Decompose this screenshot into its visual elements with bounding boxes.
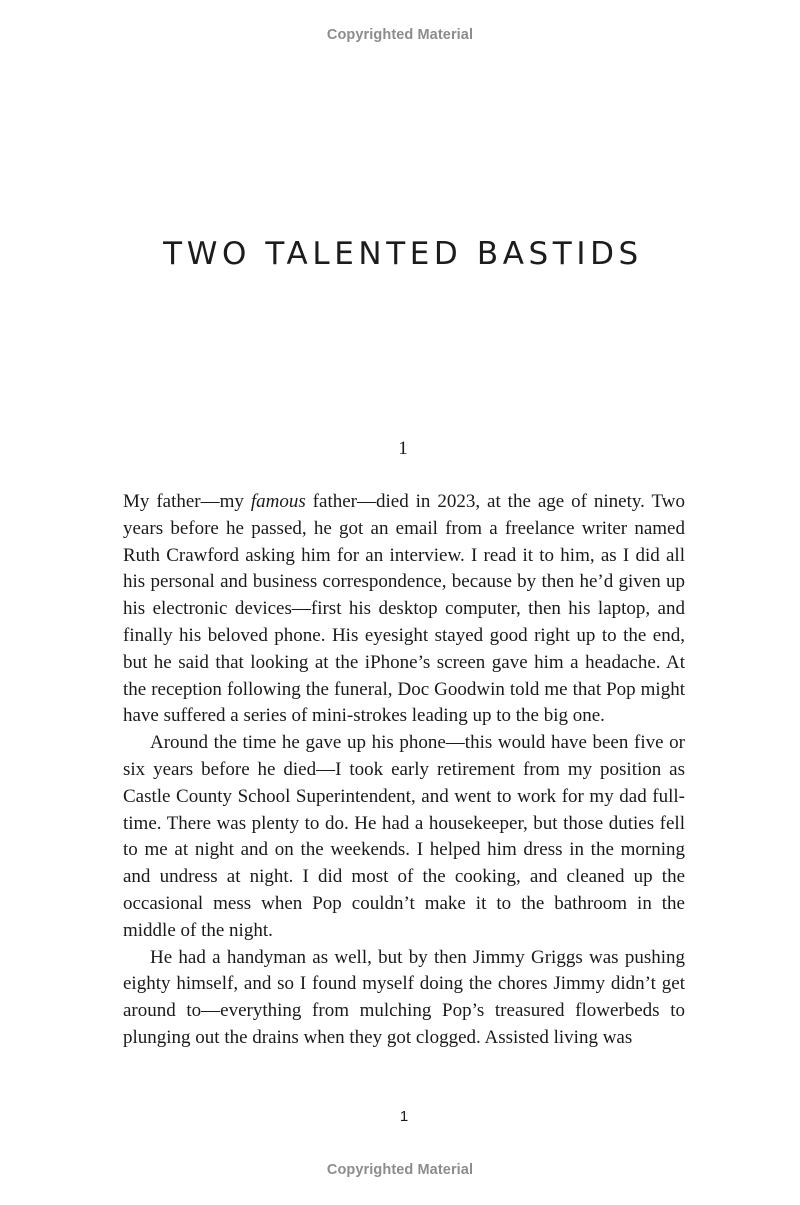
section-number: 1 — [398, 438, 408, 459]
paragraph-1 — [123, 489, 685, 730]
paragraph-1-after: father—died in 2023, at the age of ninety. Two years before he passed, he got an email from a freelance writer named Ruth Crawford asking him for an interview. I read it to him, as I did all his personal and business correspondence, because by then he’d given up his electronic devices—first his desktop computer, then his laptop, and finally his beloved phone. His eyesight stayed good right up to the end, but he said that looking at the iPhone’s screen gave him a headache. At the reception following the funeral, Doc Goodwin told me that Pop might have suffered a series of mini-strokes leading up to the big one. — [123, 491, 685, 727]
paragraph-1-emphasis: famous — [250, 491, 306, 512]
body-text — [123, 489, 685, 1052]
page-number: 1 — [399, 1108, 409, 1125]
copyright-watermark-top: Copyrighted Material — [326, 27, 474, 43]
copyright-watermark-bottom: Copyrighted Material — [326, 1162, 474, 1178]
paragraph-1-before: My father—my — [123, 491, 251, 512]
paragraph-2: Around the time he gave up his phone—this would have been five or six years before he died—I took early retirement from my position as Castle County School Superintendent, and went to work for my dad full-time. There was plenty to do. He had a housekeeper, but those duties fell to me at night and on the weekends. I helped him dress in the morning and undress at night. I did most of the cooking, and cleaned up the occasional mess when Pop couldn’t make it to the bathroom in the middle of the night. — [123, 732, 685, 941]
paragraph-3: He had a handyman as well, but by then Jimmy Griggs was pushing eighty himself, and so I found myself doing the chores Jimmy didn’t get around to—everything from mulching Pop’s treasured flowerbeds to plunging out the drains when they got clogged. Assisted living was — [123, 946, 685, 1048]
chapter-title: TWO TALENTED BASTIDS — [163, 236, 643, 272]
